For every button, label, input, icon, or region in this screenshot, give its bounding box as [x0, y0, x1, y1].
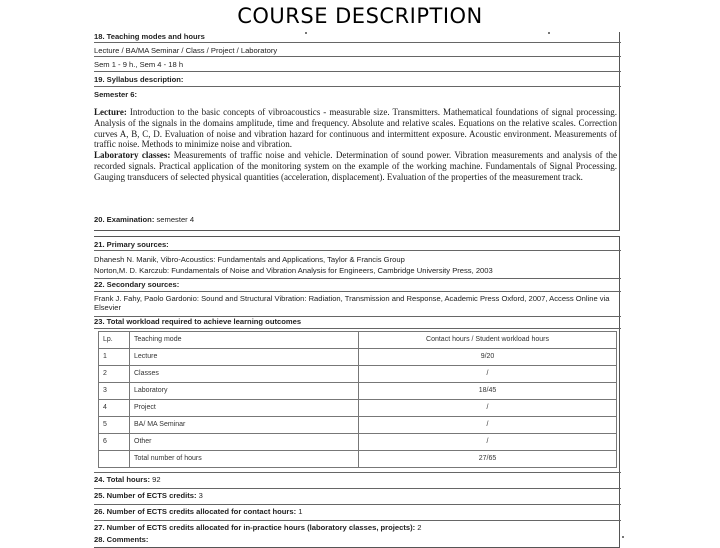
- s19-lecture: [94, 107, 617, 183]
- col-lp: Lp.: [99, 332, 130, 349]
- cell-lp: 3: [99, 383, 130, 400]
- s18-heading: 18. Teaching modes and hours: [94, 32, 205, 41]
- cell-hours: 18/45: [359, 383, 617, 400]
- s22-text: Frank J. Fahy, Paolo Gardonio: Sound and Structural Vibration: Radiation, Transmission and Response, Academic Press Oxford, 2007, Access Online via Elsevier: [94, 294, 610, 312]
- scan-speck: [622, 536, 624, 538]
- s18-modes: Lecture / BA/MA Seminar / Class / Project / Laboratory: [94, 46, 278, 55]
- s21-source-2: Norton,M. D. Karczub: Fundamentals of Noise and Vibration Analysis for Engineers, Cambridge University Press, 2003: [94, 266, 493, 275]
- course-document: [94, 28, 621, 544]
- s23-heading: 23. Total workload required to achieve learning outcomes: [94, 317, 302, 326]
- s25-value: 3: [198, 491, 203, 500]
- divider: [94, 71, 621, 72]
- table-total-row: [99, 451, 617, 468]
- cell-lp: 4: [99, 400, 130, 417]
- divider: [94, 328, 621, 329]
- cell-lp: 1: [99, 349, 130, 366]
- cell-mode: Classes: [130, 366, 359, 383]
- cell-hours: /: [359, 366, 617, 383]
- divider: [94, 504, 621, 505]
- table-row: [99, 417, 617, 434]
- table-row: [99, 383, 617, 400]
- s25-ects: [94, 492, 621, 501]
- cell-lp: [99, 451, 130, 468]
- cell-mode: Other: [130, 434, 359, 451]
- divider: [94, 250, 621, 251]
- workload-table: [98, 331, 617, 468]
- s19-heading: 19. Syllabus description:: [94, 75, 184, 84]
- s20-value: semester 4: [156, 215, 195, 224]
- s20-examination: [94, 216, 621, 225]
- cell-hours: /: [359, 400, 617, 417]
- table-header-row: [99, 332, 617, 349]
- cell-mode: Total number of hours: [130, 451, 359, 468]
- cell-hours: /: [359, 417, 617, 434]
- lab-label: Laboratory classes:: [94, 150, 171, 161]
- s24-total-hours: [94, 476, 621, 485]
- s19-semester: Semester 6:: [94, 90, 138, 99]
- s18-hours: Sem 1 - 9 h., Sem 4 - 18 h: [94, 60, 184, 69]
- cell-hours: 9/20: [359, 349, 617, 366]
- table-row: [99, 434, 617, 451]
- lecture-text: Introduction to the basic concepts of vibroacoustics - measurable size. Transmitters. Mathematical foundations of signal processing. Analysis of the signals in the domains amplitude, time and frequency. Absolute and relative scales. Equations on the relative scales. Correction curves A, B, C, D. Evaluation of noise and vibration hazard for continuous and intermittent exposure. Acoustic environment. Measurements of traffic noise. Methods to minimize noise and vibration.: [94, 107, 618, 150]
- s24-heading: 24. Total hours:: [94, 475, 150, 484]
- s26-value: 1: [298, 507, 303, 516]
- cell-lp: 2: [99, 366, 130, 383]
- divider: [94, 520, 621, 521]
- cell-mode: Laboratory: [130, 383, 359, 400]
- s28-heading: 28. Comments:: [94, 535, 149, 544]
- s27-heading: 27. Number of ECTS credits allocated for in-practice hours (laboratory classes, projects):: [94, 523, 416, 532]
- table-row: [99, 366, 617, 383]
- s27-value: 2: [417, 523, 422, 532]
- cell-hours: 27/65: [359, 451, 617, 468]
- scan-speck: [548, 32, 550, 34]
- divider: [94, 42, 621, 43]
- s21-source-1: Dhanesh N. Manik, Vibro-Acoustics: Fundamentals and Applications, Taylor & Francis Group: [94, 255, 405, 264]
- divider: [94, 291, 621, 292]
- cell-mode: BA/ MA Seminar: [130, 417, 359, 434]
- divider: [94, 488, 621, 489]
- cell-lp: 6: [99, 434, 130, 451]
- cell-lp: 5: [99, 417, 130, 434]
- divider: [94, 472, 621, 473]
- page-title: COURSE DESCRIPTION: [237, 4, 483, 28]
- divider: [94, 278, 621, 279]
- cell-mode: Lecture: [130, 349, 359, 366]
- s24-value: 92: [152, 475, 161, 484]
- lab-text: Measurements of traffic noise and vehicle. Determination of sound power. Vibration measurements and analysis of the recorded signals. Practical application of the monitoring system on the example of the working machine. Fundamentals of Signal Processing. Gauging transducers of selected physical quantities (acceleration, displacement). Evaluation of the properties of the measurement track.: [94, 150, 617, 182]
- divider: [94, 86, 621, 87]
- cell-hours: /: [359, 434, 617, 451]
- s26-heading: 26. Number of ECTS credits allocated for contact hours:: [94, 507, 297, 516]
- s27-ects-practice: [94, 524, 621, 533]
- table-row: [99, 400, 617, 417]
- col-hours: Contact hours / Student workload hours: [359, 332, 617, 349]
- s22-heading: 22. Secondary sources:: [94, 280, 180, 289]
- scan-speck: [305, 32, 307, 34]
- s25-heading: 25. Number of ECTS credits:: [94, 491, 197, 500]
- cell-mode: Project: [130, 400, 359, 417]
- col-teaching-mode: Teaching mode: [130, 332, 359, 349]
- s20-heading: 20. Examination:: [94, 215, 155, 224]
- s26-ects-contact: [94, 508, 621, 517]
- divider: [94, 56, 621, 57]
- s21-heading: 21. Primary sources:: [94, 240, 169, 249]
- lecture-label: Lecture:: [94, 107, 127, 117]
- table-row: [99, 349, 617, 366]
